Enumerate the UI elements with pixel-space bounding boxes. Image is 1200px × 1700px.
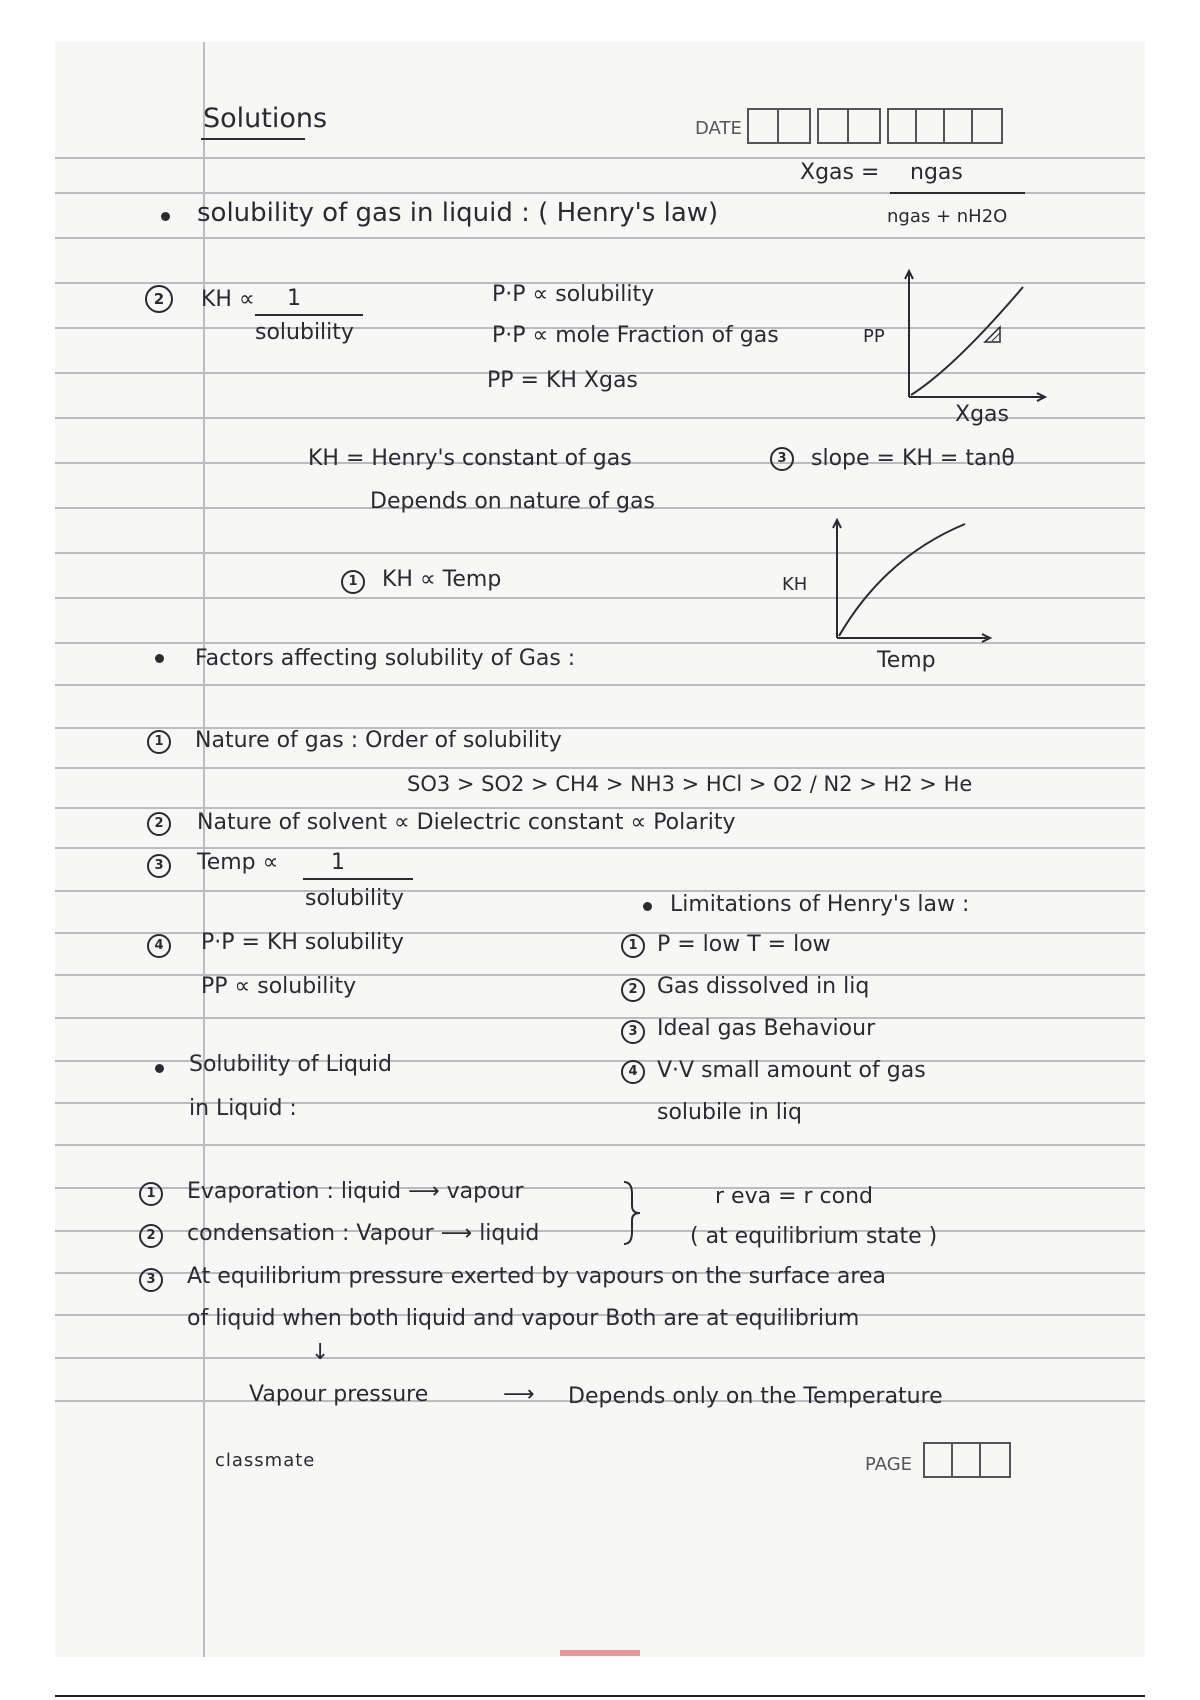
kh-one: 1 (287, 286, 301, 311)
title-underline (201, 138, 305, 140)
henry-heading: solubility of gas in liquid : ( Henry's law) (197, 198, 719, 228)
kh-dependency: Depends on nature of gas (370, 489, 655, 514)
ruled-line (55, 1017, 1145, 1019)
kh-definition: KH = Henry's constant of gas (308, 446, 632, 471)
limitation-1: P = low T = low (657, 932, 831, 957)
number-marker: 3 (139, 1268, 163, 1292)
vapour-pressure-dependency: Depends only on the Temperature (568, 1384, 943, 1409)
number-marker: 2 (147, 812, 171, 836)
xgas-lhs: Xgas = (800, 160, 880, 185)
page-bottom-line (55, 1695, 1145, 1697)
factor-temp: Temp ∝ (197, 850, 279, 875)
date-month-box (817, 108, 881, 144)
bottom-edge-mark (560, 1650, 640, 1656)
ruled-line (55, 684, 1145, 686)
bullet (161, 212, 170, 221)
date-label: DATE (695, 118, 742, 139)
number-marker: 3 (621, 1020, 645, 1044)
number-marker: 4 (621, 1060, 645, 1084)
equilibrium-state: ( at equilibrium state ) (690, 1224, 938, 1249)
bullet (155, 654, 164, 663)
bullet (155, 1064, 164, 1073)
page-number-box (923, 1442, 1011, 1478)
page-label: PAGE (865, 1454, 913, 1475)
xgas-numerator: ngas (910, 160, 963, 185)
graph1-x-label: Xgas (955, 402, 1009, 427)
kh-vs-temp-graph (825, 512, 1005, 652)
condensation-line: condensation : Vapour ⟶ liquid (187, 1221, 540, 1246)
graph2-x-label: Temp (877, 648, 936, 673)
page-title: Solutions (203, 103, 328, 134)
vapour-pressure-arrow: ⟶ (503, 1382, 535, 1407)
rate-equality: r eva = r cond (715, 1184, 873, 1209)
number-marker: 1 (139, 1182, 163, 1206)
factor-nature-of-solvent: Nature of solvent ∝ Dielectric constant ∝ Polarity (197, 810, 736, 835)
kh-denominator: solubility (255, 320, 354, 345)
graph2-y-label: KH (782, 574, 808, 595)
ruled-line (55, 1144, 1145, 1146)
limitation-4b: solubile in liq (657, 1100, 802, 1125)
ruled-line (55, 1357, 1145, 1359)
number-marker: 1 (147, 730, 171, 754)
factor-temp-one: 1 (331, 850, 345, 875)
factor-pp-equation: P·P = KH solubility (201, 930, 404, 955)
fraction-bar (255, 314, 363, 316)
fraction-bar (303, 878, 413, 880)
number-marker: 1 (621, 934, 645, 958)
date-day-box (747, 108, 811, 144)
number-marker: 2 (621, 978, 645, 1002)
factor-pp-proportional: PP ∝ solubility (201, 974, 357, 999)
kh-temp-relation: KH ∝ Temp (382, 567, 502, 592)
equilibrium-pressure-line2: of liquid when both liquid and vapour Both are at equilibrium (187, 1306, 860, 1331)
limitation-4a: V·V small amount of gas (657, 1058, 926, 1083)
factor-nature-of-gas: Nature of gas : Order of solubility (195, 728, 562, 753)
evaporation-line: Evaporation : liquid ⟶ vapour (187, 1179, 524, 1204)
solubility-order: SO3 > SO2 > CH4 > NH3 > HCl > O2 / N2 > H2 > He (407, 772, 973, 796)
ruled-line (55, 890, 1145, 892)
limitation-2: Gas dissolved in liq (657, 974, 870, 999)
date-year-box (887, 108, 1003, 144)
factor-temp-denominator: solubility (305, 886, 404, 911)
curly-brace (620, 1180, 642, 1246)
fraction-bar (890, 192, 1025, 194)
liquid-heading-line2: in Liquid : (189, 1096, 297, 1121)
slope-equation: slope = KH = tanθ (811, 446, 1015, 471)
factors-heading: Factors affecting solubility of Gas : (195, 646, 576, 671)
kh-proportional: KH ∝ (201, 287, 255, 312)
vapour-pressure: Vapour pressure (249, 1382, 429, 1407)
xgas-denominator: ngas + nH2O (887, 206, 1008, 227)
pp-mole-fraction: P·P ∝ mole Fraction of gas (492, 323, 779, 348)
equilibrium-pressure-line1: At equilibrium pressure exerted by vapours on the surface area (187, 1264, 886, 1289)
liquid-heading-line1: Solubility of Liquid (189, 1052, 392, 1077)
number-marker: 3 (770, 447, 794, 471)
number-marker: 1 (341, 570, 365, 594)
pp-equation: PP = KH Xgas (487, 368, 638, 393)
number-marker: 2 (145, 285, 173, 313)
number-marker: 2 (139, 1224, 163, 1248)
bullet (643, 902, 652, 911)
graph1-y-label: PP (863, 326, 885, 347)
pp-solubility: P·P ∝ solubility (492, 282, 655, 307)
number-marker: 3 (147, 854, 171, 878)
limitation-3: Ideal gas Behaviour (657, 1016, 876, 1041)
limitations-heading: Limitations of Henry's law : (670, 892, 970, 917)
ruled-line (55, 237, 1145, 239)
brand-logo: classmate (215, 1450, 316, 1471)
number-marker: 4 (147, 934, 171, 958)
ruled-line (55, 157, 1145, 159)
down-arrow: ↓ (311, 1340, 330, 1365)
notebook-page (55, 42, 1145, 1657)
